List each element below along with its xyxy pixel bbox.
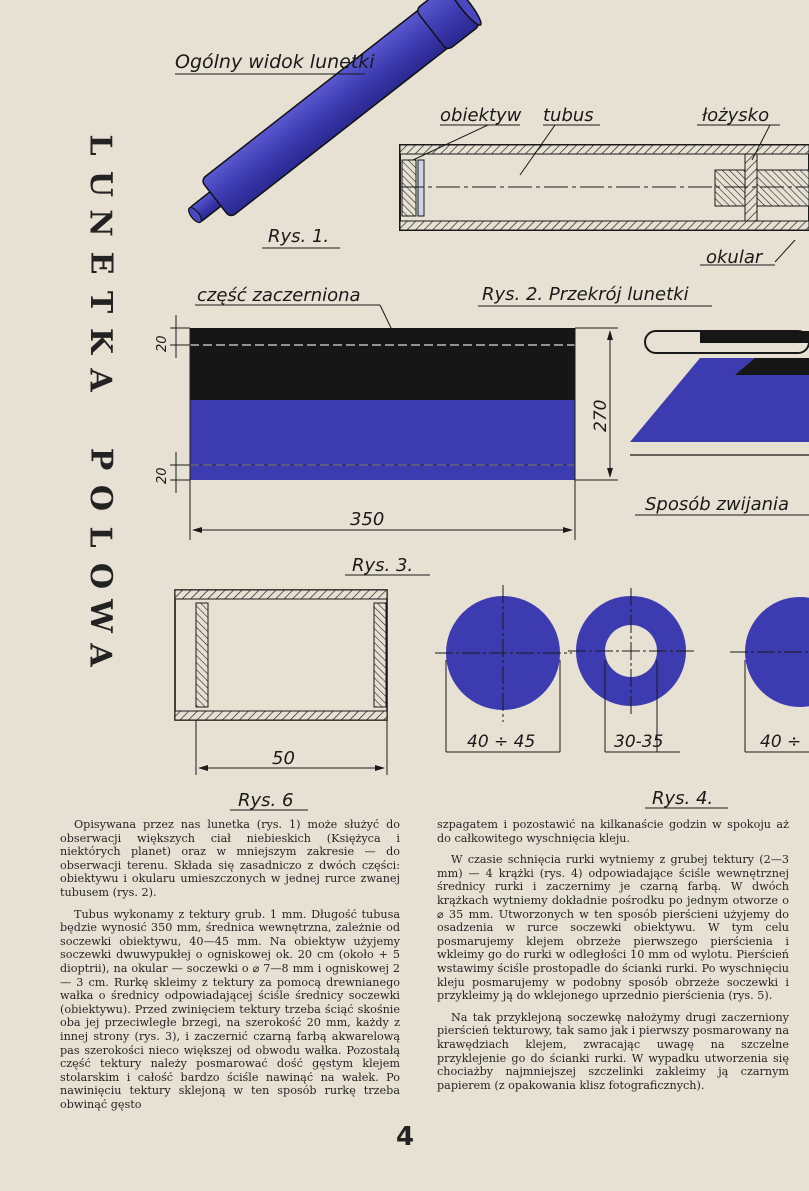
title-letter: K	[82, 328, 118, 355]
title-letter: O	[82, 563, 118, 590]
label-blackened-part: część zaczerniona	[197, 285, 361, 306]
page-number: 4	[396, 1122, 415, 1152]
title-letter: A	[83, 643, 118, 667]
winding-method	[630, 331, 809, 515]
title-letter: U	[82, 171, 118, 198]
dim-40-45: 40 ÷ 45	[467, 732, 536, 752]
text-column-right	[437, 818, 789, 1100]
tube-section	[175, 590, 387, 810]
text-column-left	[60, 818, 400, 1119]
label-objective: obiektyw	[440, 105, 522, 126]
label-fig1: Rys. 1.	[268, 226, 330, 247]
label-fig4: Rys. 4.	[652, 788, 714, 809]
title-letter: T	[82, 290, 118, 314]
article-title-vertical	[70, 130, 130, 670]
label-fig2: Rys. 2. Przekrój lunetki	[482, 284, 689, 305]
label-winding-method: Sposób zwijania	[645, 494, 790, 515]
title-letter: A	[83, 368, 118, 392]
title-letter: E	[83, 251, 118, 275]
label-general-view: Ogólny widok lunetki	[175, 51, 375, 73]
label-eyepiece: okular	[706, 247, 763, 268]
dim-40-partial: 40 ÷	[760, 732, 802, 752]
dim-350: 350	[350, 509, 385, 530]
label-fig6: Rys. 6	[238, 790, 294, 811]
paragraph: Na tak przyklejoną soczewkę nałożymy drugi zaczerniony pierścień tekturowy, tak samo jak i pierwszy posmarowany na krawędziach klejem, zwracając uwagę na szczelne przyklejenie go do ścianki rurki. W wypadku utworzenia się chociażby najmniejszej szczelinki zakleimy ją czarnym papierem (z opakowania klisz fotograficznych).	[437, 1010, 789, 1092]
title-letter	[85, 414, 115, 424]
dim-20-bottom: 20	[155, 467, 170, 484]
paragraph: Tubus wykonamy z tektury grub. 1 mm. Długość tubusa będzie wynosić 350 mm, średnica wewnętrzna, zależnie od soczewki obiektywu, 40—45 mm. Na obiektyw użyjemy soczewki dwuwypukłej o ogniskowej ok. 20 cm (około + 5 dioptrii), na okular — soczewki o ⌀ 7—8 mm i ogniskowej 2 — 3 cm. Rurkę skleimy z tektury za pomocą drewnianego wałka o średnicy odpowiadającej ściśle średnicy soczewki (obiektywu). Przed zwinięciem tektury trzeba ściąć skośnie oba jej przeciwległe brzegi, na szerokość 20 mm, każdy z innej strony (rys. 3), i zaczernić czarną farbą akwarelową pas szerokości nieco większej od obwodu wałka. Pozostałą część tektury należy posmarować dość gęstym klejem stolarskim i całość bardzo ściśle nawinąć na wałek. Po nawinięciu tektury sklejoną w ten sposób rurkę trzeba obwinąć gęsto	[60, 907, 400, 1111]
telescope-cross-section	[400, 125, 809, 265]
title-letter: O	[82, 484, 118, 512]
title-letter: W	[82, 598, 118, 633]
dim-270: 270	[591, 399, 611, 432]
title-letter: L	[83, 526, 118, 548]
dim-20-top: 20	[155, 335, 170, 352]
cardboard-sheet	[170, 305, 618, 575]
cardboard-discs	[435, 585, 809, 808]
paragraph: szpagatem i pozostawić na kilkanaście godzin w spokoju aż do całkowitego wyschnięcia kleju.	[437, 818, 789, 845]
title-letter: P	[83, 447, 118, 471]
dim-30-35: 30-35	[614, 732, 664, 752]
paragraph: W czasie schnięcia rurki wytniemy z grubej tektury (2—3 mm) — 4 krążki (rys. 4) odpowiadające ściśle wewnętrznej średnicy rurki i zaczernimy je czarną farbą. W dwóch krążkach wytniemy dokładnie pośrodku po jednym otworze o ⌀ 35 mm. Utworzonych w ten sposób pierścieni użyjemy do osadzenia w rurce soczewki obiektywu. W tym celu posmarujemy klejem obrzeże pierwszego pierścienia i wkleimy go do rurki w odległości 10 mm od wylotu. Pierścień wstawimy ściśle prostopadle do ścianki rurki. Po wyschnięciu kleju posmarujemy w podobny sposób obrzeże soczewki i przykleimy ją do wklejonego uprzednio pierścienia (rys. 5).	[437, 853, 789, 1003]
dim-50: 50	[272, 748, 295, 769]
title-letter: L	[83, 134, 118, 156]
title-letter: N	[82, 209, 118, 238]
label-bearing: łożysko	[702, 105, 770, 126]
paragraph: Opisywana przez nas lunetka (rys. 1) może służyć do obserwacji większych ciał niebieskich (Księżyca i niektórych planet) oraz w mniejszym zakresie — do obserwacji terenu. Składa się zasadniczo z dwóch części: obiektywu i okularu umieszczonych w jednej rurce zwanej tubusem (rys. 2).	[60, 818, 400, 899]
label-fig3: Rys. 3.	[352, 555, 414, 576]
telescope-general-view	[176, 0, 485, 238]
label-tube: tubus	[543, 105, 594, 126]
